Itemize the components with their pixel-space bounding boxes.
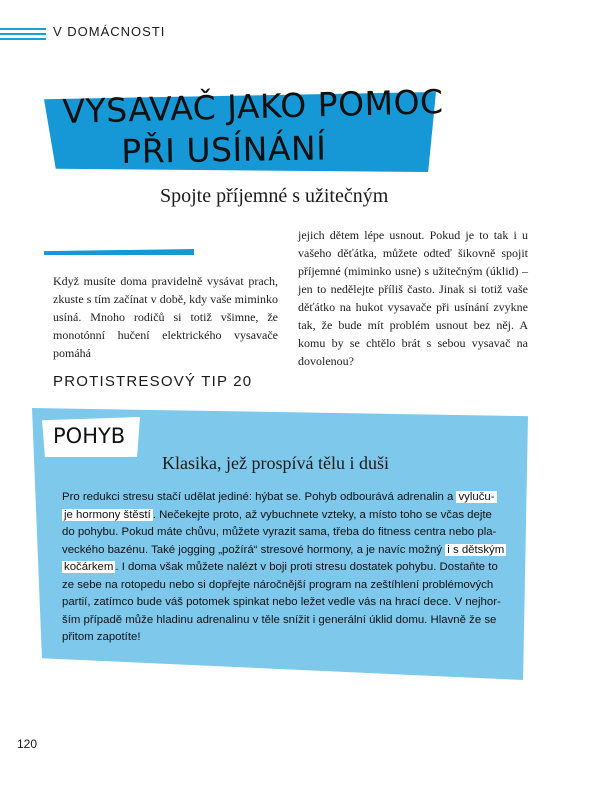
article-column-left <box>53 272 278 362</box>
tip-line <box>62 507 517 525</box>
article-title-line-2: PŘI USÍNÁNÍ <box>121 128 327 171</box>
tip-line-text: ším případě může hladinu adrenalinu v těle snížit i generální úklid domu. Hlavně že se <box>62 613 497 626</box>
tip-line-text: přitom zapotíte! <box>62 631 141 643</box>
column-left-text: Když musíte doma pravidelně vysávat prach, zkuste s tím začínat v době, kdy vaše miminko usíná. Mnoho rodičů si totiž všimne, že monotónní hučení elektrického vysavače pomáhá <box>53 274 278 360</box>
tip-line <box>62 629 517 647</box>
tip-line <box>62 489 517 507</box>
tip-line <box>62 524 517 542</box>
article-title-line-1: VYSAVAČ JAKO POMOC <box>62 82 445 131</box>
tip-line-text: do pohybu. Pokud máte chůvu, můžete vyrazit sama, třeba do fitness centra nebo pla- <box>62 526 497 538</box>
column-right-text: jejich dětem lépe usnout. Pokud je to tak i u vašeho děťátka, můžete odteď šikovně spojit příjemné (miminko usne) s užitečným (úklid) – jen to nedělejte příliš často. Jinak si totiž vaše děťátko na hukot vysavače při usínání zvykne tak, že bude mít problém usnout bez něj. A komu by se chtělo brát s sebou vysavač na dovolenou? <box>298 228 528 368</box>
tip-line <box>62 542 517 560</box>
tip-line-text: ze sebe na rotopedu nebo si dopřejte náročnější program na zeštíhlení problémových <box>62 578 494 591</box>
tip-highlight: vyluču- <box>458 491 495 503</box>
tip-subtitle: Klasika, jež prospívá tělu i duši <box>162 453 389 473</box>
page-number: 120 <box>17 737 38 751</box>
tip-line-text: partií, zatímco bude váš potomek spinkat nebo ležet vedle vás na hrací dece. V nejhor- <box>62 596 501 608</box>
tip-title: POHYB <box>53 424 126 448</box>
tip-highlight: kočárkem <box>64 561 114 573</box>
tip-line <box>62 594 517 612</box>
tip-line <box>62 559 517 577</box>
tip-line <box>62 612 517 630</box>
article-subtitle: Spojte příjemné s užitečným <box>160 185 389 207</box>
tip-body <box>62 489 517 647</box>
tip-line-text: Pro redukci stresu stačí udělat jediné: hýbat se. Pohyb odbourává adrenalin a <box>62 491 457 503</box>
tip-line <box>62 577 517 595</box>
section-label: V DOMÁCNOSTI <box>53 24 166 39</box>
tip-highlight: je hormony štěstí <box>64 508 151 521</box>
tip-line-text: veckého bazénu. Také jogging „požírá“ stresové hormony, a je navíc možný <box>62 543 446 556</box>
article-column-right <box>298 226 528 370</box>
accent-rule <box>44 249 194 255</box>
tip-highlight: i s dětským <box>447 543 505 556</box>
tip-line-text: . I doma však můžete nalézt v boji proti stresu dostatek pohybu. Dostaňte to <box>115 561 498 573</box>
tip-line-text: . Nečekejte proto, až vybuchnete vzteky, a místo toho se včas dejte <box>152 508 492 521</box>
tip-label: PROTISTRESOVÝ TIP 20 <box>53 373 253 390</box>
section-stripes <box>0 28 46 43</box>
